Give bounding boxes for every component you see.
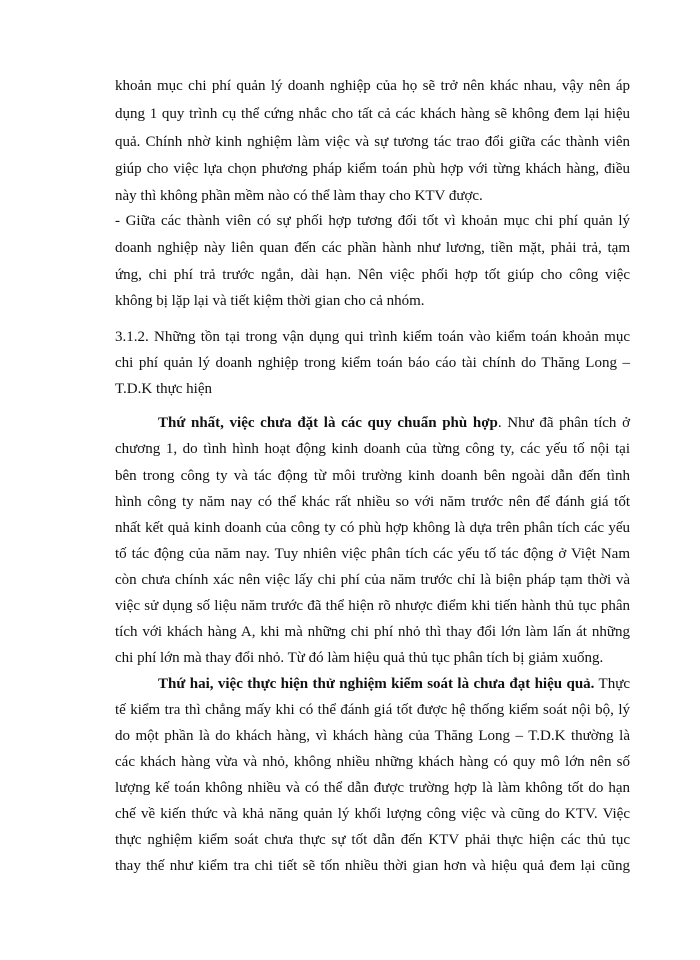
text-line: hình công ty năm nay có thể khác rất nhiều so với năm trước nên để đánh giá tốt (115, 494, 630, 510)
text-line: các khách hàng vừa và nhỏ, không nhiều những khách hàng có quy mô lớn nên số (115, 754, 630, 770)
text-line: khoản mục chi phí quản lý doanh nghiệp của họ sẽ trở nên khác nhau, vậy nên áp (115, 78, 630, 94)
text-line: giúp cho việc lựa chọn phương pháp kiểm toán phù hợp với từng khách hàng, điều (115, 161, 630, 177)
text-line: thay thế như kiểm tra chi tiết sẽ tốn nhiều thời gian hơn và hiệu quả đem lại cũng (115, 858, 630, 874)
section-heading: T.D.K thực hiện (115, 381, 212, 397)
text-line: tế kiểm tra thì chẳng mấy khi có thể đánh giá tốt được hệ thống kiểm soát nội bộ, lý (115, 702, 630, 718)
text-line: lượng kế toán không nhiều và có thể dẫn được trường hợp là làm không tốt do hạn (115, 780, 630, 796)
section-heading: chi phí quản lý doanh nghiệp trong kiểm toán báo cáo tài chính do Thăng Long – (115, 355, 630, 371)
text-line: còn chưa chính xác nên việc lấy chi phí của năm trước chỉ là biện pháp tạm thời và (115, 572, 630, 588)
text-line: ứng, chi phí trả trước ngắn, dài hạn. Nên việc phối hợp tốt giúp cho công việc (115, 267, 630, 283)
bold-lead: Thứ nhất, việc chưa đặt là các quy chuẩn phù hợp (158, 415, 498, 431)
text-line: tố tác động của năm nay. Tuy nhiên việc phân tích các yếu tố tác động ở Việt Nam (115, 546, 630, 562)
text-line: quả. Chính nhờ kinh nghiệm làm việc và sự tương tác trao đổi giữa các thành viên (115, 134, 630, 150)
text-line: chi phí lớn mà thay đổi nhỏ. Từ đó làm hiệu quả thủ tục phân tích bị giảm xuống. (115, 650, 604, 666)
section-heading: 3.1.2. Những tồn tại trong vận dụng qui trình kiểm toán vào kiểm toán khoản mục (115, 329, 630, 345)
paragraph-first-line: Thứ hai, việc thực hiện thử nghiệm kiểm soát là chưa đạt hiệu quả. Thực (158, 676, 630, 692)
text-line: dụng 1 quy trình cụ thể cứng nhắc cho tất cả các khách hàng sẽ không đem lại hiệu (115, 106, 630, 122)
text-line: này thì không phần mềm nào có thể làm thay cho KTV được. (115, 188, 483, 204)
text-line: tích với khách hàng A, khi mà những chi phí nhỏ thì thay đổi lớn làm lấn át những (115, 624, 630, 640)
text-line: nhất kết quả kinh doanh của công ty có phù hợp không là dựa trên phân tích các yếu (115, 520, 630, 536)
text-line: doanh nghiệp này liên quan đến các phần hành như lương, tiền mặt, phải trả, tạm (115, 240, 630, 256)
bold-lead: Thứ hai, việc thực hiện thử nghiệm kiểm soát là chưa đạt hiệu quả. (158, 676, 595, 692)
paragraph-first-line: Thứ nhất, việc chưa đặt là các quy chuẩn phù hợp. Như đã phân tích ở (158, 415, 630, 431)
text-line: - Giữa các thành viên có sự phối hợp tương đối tốt vì khoản mục chi phí quản lý (115, 213, 630, 229)
text-line: do một phần là do khách hàng, vì khách hàng của Thăng Long – T.D.K thường là (115, 728, 630, 744)
text-line: thực nghiệm kiểm soát chưa thực sự tốt dẫn đến KTV phải thực hiện các thủ tục (115, 832, 630, 848)
text-line: chế về kiến thức và khả năng quản lý khối lượng công việc và cũng do KTV. Việc (115, 806, 630, 822)
text-line: việc sử dụng số liệu năm trước đã thể hiện rõ nhược điểm khi tiến hành thủ tục phân (115, 598, 630, 614)
text-line: chương 1, do tình hình hoạt động kinh doanh của từng công ty, các yếu tố nội tại (115, 441, 630, 457)
text-line: bên trong công ty và tác động từ môi trường kinh doanh bên ngoài dẫn đến tình (115, 468, 630, 484)
text-line: không bị lặp lại và tiết kiệm thời gian cho cả nhóm. (115, 293, 425, 309)
